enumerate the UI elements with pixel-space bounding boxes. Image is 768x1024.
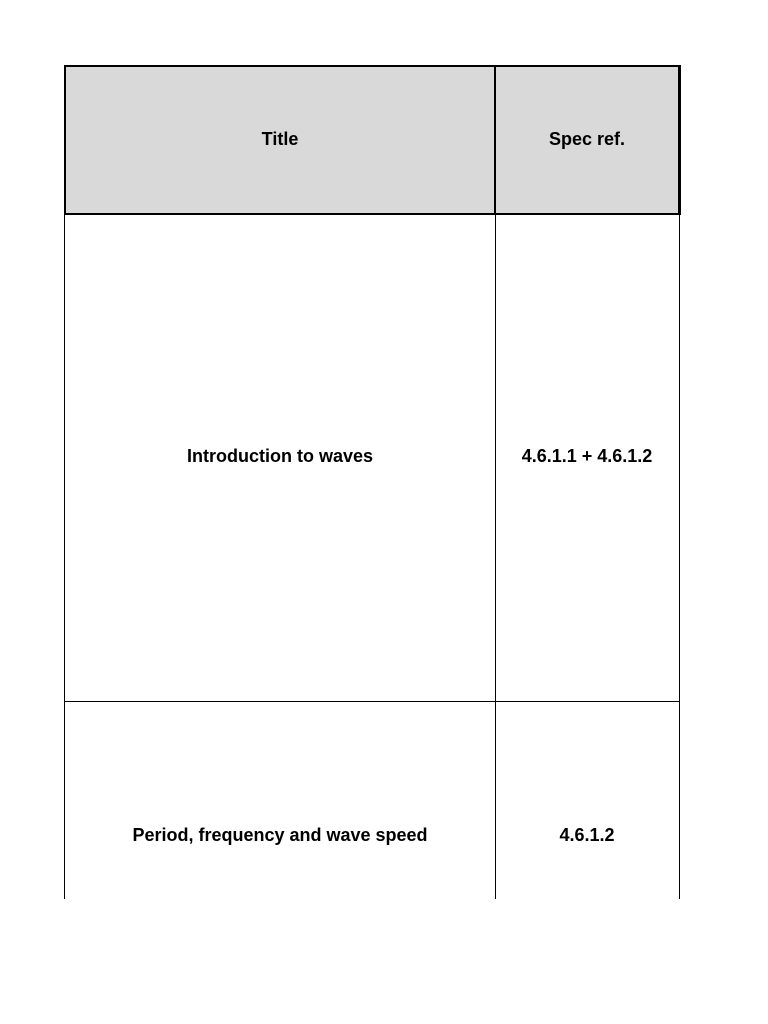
row-spec-ref-text: 4.6.1.1 + 4.6.1.2 xyxy=(521,446,653,467)
row-title-text: Introduction to waves xyxy=(186,446,373,467)
table-row-1-spec-cell xyxy=(495,213,680,702)
header-cell-spec-ref xyxy=(494,65,681,215)
header-cell-title xyxy=(64,65,496,215)
header-spec-ref-label: Spec ref. xyxy=(548,129,626,150)
row-title-text: Period, frequency and wave speed xyxy=(132,825,428,845)
row-spec-ref-text: 4.6.1.2 xyxy=(559,825,615,845)
table-row-1-title-cell xyxy=(64,213,496,702)
table-row-2-spec-cell xyxy=(495,701,680,899)
table-row-2-title-cell xyxy=(64,701,496,899)
header-title-label: Title xyxy=(261,129,299,150)
